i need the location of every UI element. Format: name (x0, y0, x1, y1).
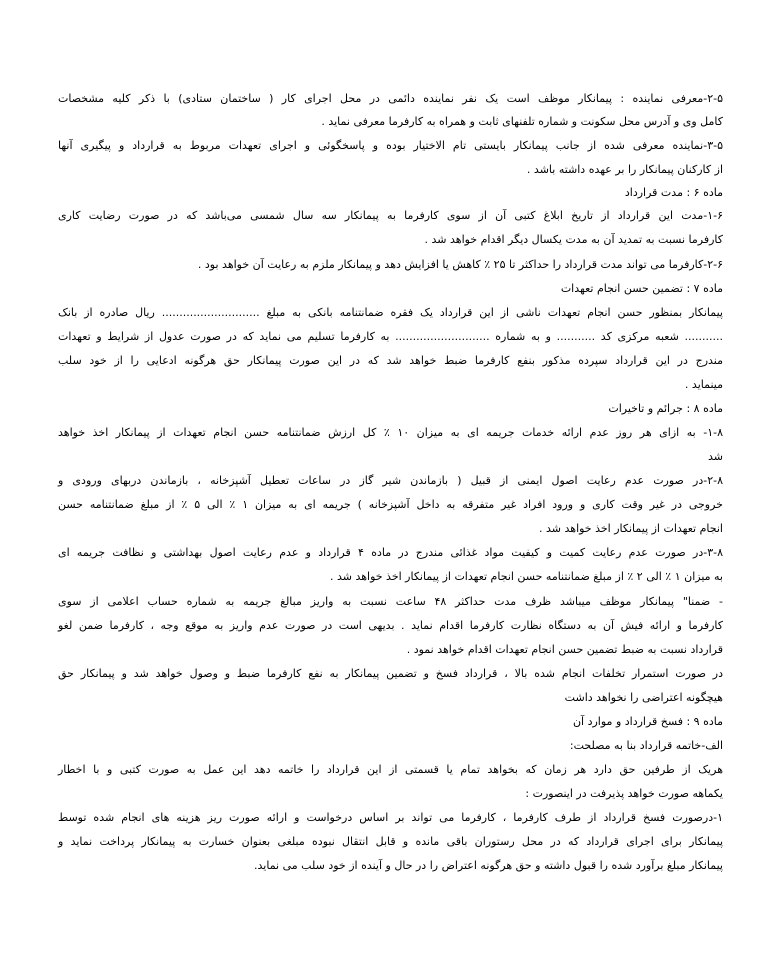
text-line-19: انجام تعهدات از پیمانکار اخذ خواهد شد . (539, 522, 723, 535)
text-line-4: از کارکنان پیمانکار را بر عهده داشته باشد . (526, 163, 723, 176)
text-line-10: پیمانکار بمنظور حسن انجام تعهدات ناشی از این قرارداد یک فقره ضمانتنامه بانکی به مبلغ ............................ ریال صادره از بانک (58, 306, 723, 319)
text-line-12: مندرج در این قرارداد سپرده مذکور بنفع کارفرما ضبط خواهد شد که در این صورت پیمانکار حق هرگونه ادعایی را از خود سلب (58, 354, 723, 367)
text-line-23: کارفرما و ارائه فیش آن به دستگاه نظارت کارفرما اقدام نماید . بدیهی است در صورت عدم واریز به موقع وجه ، کارفرما ضمن لغو (58, 619, 723, 632)
text-line-3: ۳-۵-نماینده معرفی شده از جانب پیمانکار بایستی تام الاختیار بوده و پاسخگوئی و اجرای تعهدات مربوط به قرارداد و پیگیری آنها (58, 139, 723, 152)
text-line-16: شد (708, 450, 723, 463)
article-8-heading: ماده ۸ : جرائم و تاخیرات (608, 402, 723, 415)
text-line-31: ۱-درصورت فسخ قرارداد از طرف کارفرما ، کارفرما می تواند بر اساس درخواست و ارائه صورت ریز هزینه های انجام شده توسط (58, 811, 723, 824)
text-line-15: ۱-۸- به ازای هر روز عدم ارائه خدمات جریمه ای به میزان ۱۰ ٪ کل ارزش ضمانتنامه حسن انجام تعهدات از پیمانکار اخذ خواهد (58, 426, 723, 439)
text-line-17: ۲-۸-در صورت عدم رعایت اصول ایمنی از قبیل ( بازماندن شیر گاز در ساعات تعطیل آشپزخانه ، بازماندن دربهای ورودی و (58, 474, 723, 487)
article-7-heading: ماده ۷ : تضمین حسن انجام تعهدات (560, 282, 723, 295)
text-line-25: در صورت استمرار تخلفات انجام شده بالا ، قرارداد فسخ و تضمین پیمانکار به نفع کارفرما ضبط و وصول خواهد شد و پیمانکار حق (58, 667, 723, 680)
text-line-11: ........... شعبه مرکزی کد ........... و به شماره ........................... به کارفرما تسلیم می نماید که در صورت عدول از شرایط و تعهدات (58, 330, 723, 343)
text-line-21: به میزان ۱ ٪ الی ۲ ٪ از مبلغ ضمانتنامه حسن انجام تعهدات از پیمانکار اخذ خواهد شد . (329, 570, 723, 583)
text-line-28: الف-خاتمه قرارداد بنا به مصلحت: (569, 739, 723, 752)
text-line-6: ۱-۶-مدت این قرارداد از تاریخ ابلاغ کتبی آن از سوی کارفرما به پیمانکار سه سال شمسی می‌باشد که در صورت رضایت کاری (58, 209, 723, 222)
text-line-29: هریک از طرفین حق دارد هر زمان که بخواهد تمام یا قسمتی از این قرارداد را خاتمه دهد این عمل به صورت کتبی و با اخطار (58, 763, 723, 776)
text-line-22: - ضمنا" پیمانکار موظف میباشد ظرف مدت حداکثر ۴۸ ساعت نسبت به واریز مبالغ جریمه به شماره حساب اعلامی از سوی (58, 595, 723, 608)
text-line-26: هیچگونه اعتراضی را نخواهد داشت (564, 691, 723, 704)
text-line-20: ۳-۸-در صورت عدم رعایت کمیت و کیفیت مواد غذائی مندرج در ماده ۴ قرارداد و عدم رعایت اصول بهداشتی و نظافت جریمه ای (58, 546, 723, 559)
text-line-8: ۲-۶-کارفرما می تواند مدت قرارداد را حداکثر تا ۲۵ ٪ کاهش یا افزایش دهد و پیمانکار ملزم به رعایت آن خواهد بود . (197, 258, 723, 271)
text-line-2: کامل وی و آدرس محل سکونت و شماره تلفنهای ثابت و همراه به کارفرما معرفی نماید . (321, 115, 723, 128)
text-line-30: یکماهه صورت خواهد پذیرفت در اینصورت : (525, 787, 723, 800)
article-6-heading: ماده ۶ : مدت قرارداد (624, 186, 723, 199)
text-line-1: ۲-۵-معرفی نماینده : پیمانکار موظف است یک نفر نماینده دائمی در محل اجرای کار ( ساختمان ستادی) با ذکر کلیه مشخصات (58, 92, 723, 105)
text-line-18: خروجی در غیر وقت کاری و ورود افراد غیر متفرقه به داخل آشپزخانه ) جریمه ای به میزان ۱ ٪ الی ۵ ٪ از مبلغ ضمانتنامه حسن (58, 498, 723, 511)
text-line-33: پیمانکار مبلغ برآورد شده را قبول داشته و حق هرگونه اعتراض را در حال و آینده از خود سلب می نماید. (254, 859, 723, 872)
text-line-13: مینماید . (684, 378, 723, 391)
text-line-32: پیمانکار برای اجرای قرارداد که در محل رستوران باقی مانده و قابل انتقال نبوده مبلغی بعنوان خسارت به پیمانکار پرداخت نماید و (58, 835, 723, 848)
text-line-24: قرارداد نسبت به ضبط تضمین حسن انجام تعهدات اقدام خواهد نمود . (406, 643, 723, 656)
text-line-7: کارفرما نسبت به تمدید آن به مدت یکسال دیگر اقدام خواهد شد . (424, 233, 723, 246)
article-9-heading: ماده ۹ : فسخ قرارداد و موارد آن (572, 715, 723, 728)
